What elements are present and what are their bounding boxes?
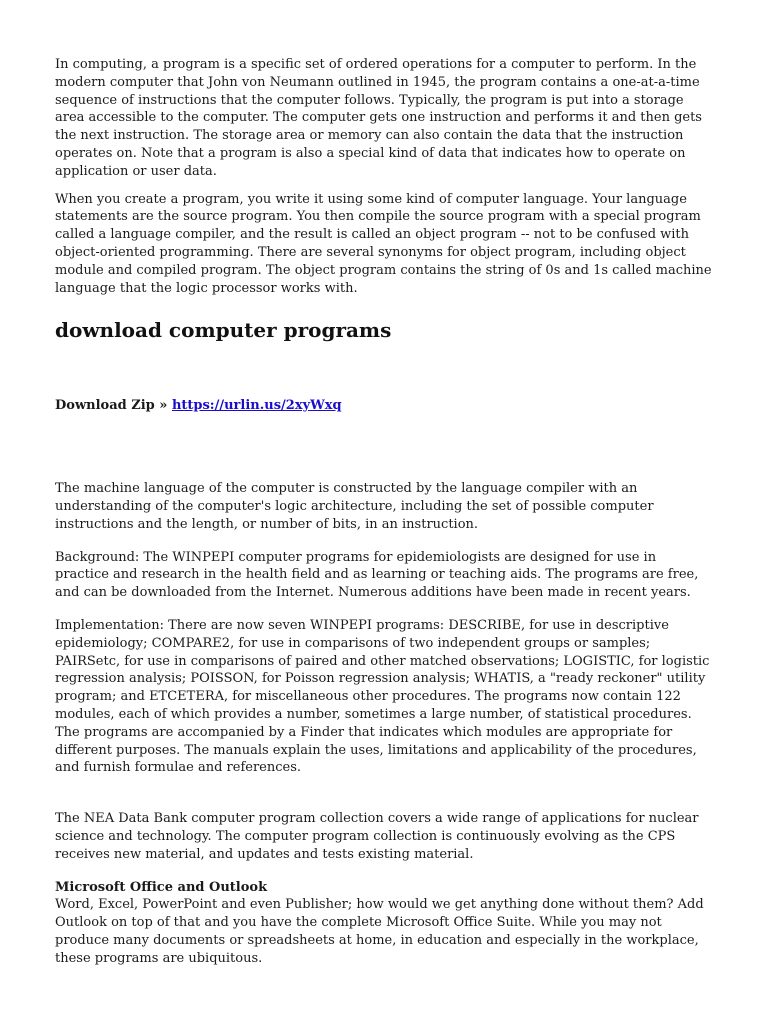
subheading-office: Microsoft Office and Outlook bbox=[55, 879, 268, 895]
paragraph-office: Word, Excel, PowerPoint and even Publisher; how would we get anything done without them? Add Outlook on top of that and you have the complete Microsoft Office Suite. While you may not produce many documents or spreadsheets at home, in education and especially in the workplace, these programs are ubiquitous. bbox=[55, 897, 704, 966]
paragraph-machine-language: The machine language of the computer is constructed by the language compiler with an understanding of the computer's logic architecture, including the set of possible computer instructions and the length, or number of bits, in an instruction. bbox=[55, 481, 654, 532]
download-link[interactable]: https://urlin.us/2xyWxq bbox=[171, 398, 342, 414]
paragraph-nea-data-bank: The NEA Data Bank computer program collection covers a wide range of applications for nuclear science and technology. The computer program collection is continuously evolving as the CPS receives new material, and updates and tests existing material. bbox=[55, 811, 699, 862]
page-heading: download computer programs bbox=[55, 318, 392, 343]
paragraph-implementation: Implementation: There are now seven WINPEPI programs: DESCRIBE, for use in descriptive epidemiology; COMPARE2, for use in comparisons of two independent groups or samples; PAIRSetc, for use in comparisons of paired and other matched observations; LOGISTIC, for logistic regression analysis; POISSON, for Poisson regression analysis; WHATIS, a "ready reckoner" utility program; and ETCETERA, for miscellaneous other procedures. The programs now contain 122 modules, each of which provides a number, sometimes a large number, of statistical procedures. The programs are accompanied by a Finder that indicates which modules are appropriate for different purposes. The manuals explain the uses, limitations and applicability of the procedures, and furnish formulae and references. bbox=[55, 617, 710, 776]
paragraph-background: Background: The WINPEPI computer programs for epidemiologists are designed for use in practice and research in the health field and as learning or teaching aids. The programs are free, and can be downloaded from the Internet. Numerous additions have been made in recent years. bbox=[55, 549, 699, 601]
download-label: Download Zip » bbox=[55, 398, 168, 414]
paragraph-create-program: When you create a program, you write it using some kind of computer language. Your language statements are the source program. You then compile the source program with a special program called a language compiler, and the result is called an object program -- not to be confused with object-oriented programming. There are several synonyms for object program, including object module and compiled program. The object program contains the string of 0s and 1s called machine language that the logic processor works with. bbox=[55, 191, 712, 296]
download-line bbox=[55, 397, 714, 415]
paragraph-program-definition: In computing, a program is a specific set of ordered operations for a computer to perform. In the modern computer that John von Neumann outlined in 1945, the program contains a one-at-a-time sequence of instructions that the computer follows. Typically, the program is put into a storage area accessible to the computer. The computer gets one instruction and performs it and then gets the next instruction. The storage area or memory can also contain the data that the instruction operates on. Note that a program is also a special kind of data that indicates how to operate on application or user data. bbox=[55, 57, 702, 179]
